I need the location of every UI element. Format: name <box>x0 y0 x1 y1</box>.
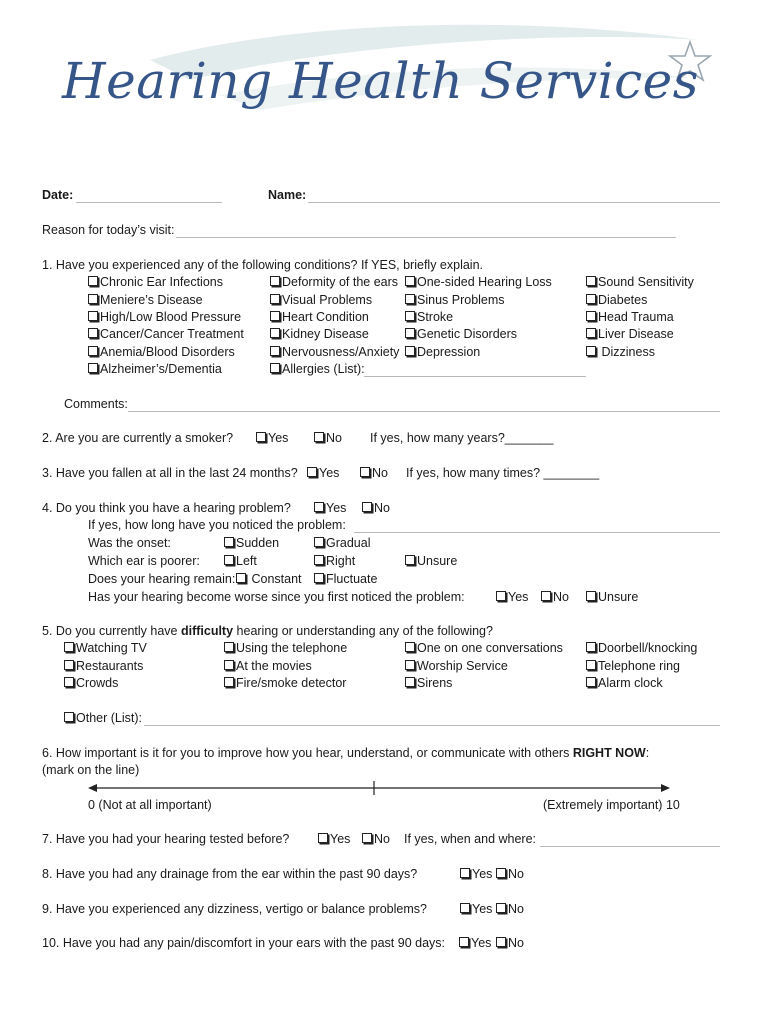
checkbox[interactable] <box>64 712 74 722</box>
checkbox[interactable] <box>405 311 415 321</box>
q3-yes-option: Yes <box>307 466 339 481</box>
q5-option: Using the telephone <box>224 641 347 656</box>
checkbox[interactable] <box>307 467 317 477</box>
q5-other-option: Other (List): <box>64 711 142 726</box>
q9-yes-option: Yes <box>460 902 492 917</box>
q5-option: Alarm clock <box>586 676 663 691</box>
checkbox[interactable] <box>224 555 234 565</box>
checkbox[interactable] <box>541 591 551 601</box>
q1-option: Sinus Problems <box>405 293 505 308</box>
checkbox[interactable] <box>88 311 98 321</box>
q4-onset-label: Was the onset: <box>88 536 171 550</box>
checkbox[interactable] <box>88 276 98 286</box>
q1-option: Visual Problems <box>270 293 372 308</box>
q4-fluctuate-option: Fluctuate <box>314 572 377 587</box>
q9-question: 9. Have you experienced any dizziness, vertigo or balance problems? <box>42 902 427 916</box>
checkbox[interactable] <box>586 642 596 652</box>
q5-option: Watching TV <box>64 641 147 656</box>
q4-worse-label: Has your hearing become worse since you first noticed the problem: <box>88 590 465 604</box>
q1-option: Cancer/Cancer Treatment <box>88 327 244 342</box>
left-arrowhead-icon <box>88 784 97 792</box>
q5-option: Restaurants <box>64 659 143 674</box>
checkbox[interactable] <box>270 363 280 373</box>
q8-yes-option: Yes <box>460 867 492 882</box>
checkbox[interactable] <box>314 537 324 547</box>
q4-worse-yes-option: Yes <box>496 590 528 605</box>
checkbox[interactable] <box>270 346 280 356</box>
checkbox[interactable] <box>88 346 98 356</box>
importance-scale-line[interactable] <box>88 780 670 796</box>
q7-followup-label: If yes, when and where: <box>404 832 537 846</box>
comments-field[interactable] <box>128 411 720 412</box>
allergies-field[interactable] <box>364 376 586 377</box>
checkbox[interactable] <box>64 660 74 670</box>
q4-sudden-option: Sudden <box>224 536 279 551</box>
q4-unsure-option: Unsure <box>405 554 457 569</box>
q2-no-option: No <box>314 431 342 446</box>
logo-text: Hearing Health Services <box>62 52 699 110</box>
checkbox[interactable] <box>224 642 234 652</box>
checkbox[interactable] <box>586 328 596 338</box>
q3-no-option: No <box>360 466 388 481</box>
checkbox[interactable] <box>362 502 372 512</box>
right-arrowhead-icon <box>661 784 670 792</box>
checkbox[interactable] <box>270 294 280 304</box>
q4-how-long-label: If yes, how long have you noticed the problem: <box>88 518 346 532</box>
checkbox[interactable] <box>405 555 415 565</box>
q1-option: Kidney Disease <box>270 327 369 342</box>
q9-no-option: No <box>496 902 524 917</box>
q1-option: Anemia/Blood Disorders <box>88 345 235 360</box>
q1-option: Alzheimer’s/Dementia <box>88 362 222 377</box>
checkbox[interactable] <box>88 328 98 338</box>
checkbox[interactable] <box>405 276 415 286</box>
checkbox[interactable] <box>405 642 415 652</box>
q5-option: Worship Service <box>405 659 508 674</box>
reason-field[interactable] <box>176 237 676 238</box>
q7-no-option: No <box>362 832 390 847</box>
q1-option: Stroke <box>405 310 453 325</box>
checkbox[interactable] <box>314 502 324 512</box>
checkbox[interactable] <box>586 311 596 321</box>
checkbox[interactable] <box>586 591 596 601</box>
q1-question: 1. Have you experienced any of the following conditions? If YES, briefly explain. <box>42 258 484 272</box>
checkbox[interactable] <box>586 294 596 304</box>
q10-question: 10. Have you had any pain/discomfort in your ears with the past 90 days: <box>42 936 446 950</box>
q4-worse-unsure-option: Unsure <box>586 590 638 605</box>
q2-yes-option: Yes <box>256 431 288 446</box>
q5-option: Doorbell/knocking <box>586 641 697 656</box>
q4-gradual-option: Gradual <box>314 536 370 551</box>
q6-question: 6. How important is it for you to improve how you hear, understand, or communicate with others RIGHT NOW: <box>42 746 650 760</box>
q7-question: 7. Have you had your hearing tested before? <box>42 832 290 846</box>
checkbox[interactable] <box>270 328 280 338</box>
q4-constant-option: Constant <box>236 572 302 587</box>
q7-yes-option: Yes <box>318 832 350 847</box>
checkbox[interactable] <box>224 660 234 670</box>
checkbox[interactable] <box>405 328 415 338</box>
q3-followup[interactable]: If yes, how many times? ________ <box>406 466 600 480</box>
q6-instruction: (mark on the line) <box>42 763 140 777</box>
q4-yes-option: Yes <box>314 501 346 516</box>
checkbox[interactable] <box>496 868 506 878</box>
q4-how-long-field[interactable] <box>354 532 720 533</box>
q1-option: Dizziness <box>586 345 655 360</box>
checkbox[interactable] <box>362 833 372 843</box>
checkbox[interactable] <box>270 311 280 321</box>
q1-option: One-sided Hearing Loss <box>405 275 552 290</box>
q1-option: Genetic Disorders <box>405 327 517 342</box>
checkbox[interactable] <box>405 346 415 356</box>
q1-option: Liver Disease <box>586 327 674 342</box>
q5-option: Crowds <box>64 676 118 691</box>
checkbox[interactable] <box>270 276 280 286</box>
q1-option: Deformity of the ears <box>270 275 398 290</box>
checkbox[interactable] <box>460 903 470 913</box>
checkbox[interactable] <box>496 903 506 913</box>
checkbox[interactable] <box>314 432 324 442</box>
q5-option: Sirens <box>405 676 452 691</box>
q4-no-option: No <box>362 501 390 516</box>
q8-no-option: No <box>496 867 524 882</box>
q4-question: 4. Do you think you have a hearing problem? <box>42 501 291 515</box>
checkbox[interactable] <box>405 660 415 670</box>
q6-high-label: (Extremely important) 10 <box>543 798 680 812</box>
checkbox[interactable] <box>236 573 246 583</box>
checkbox[interactable] <box>586 346 596 356</box>
checkbox[interactable] <box>314 555 324 565</box>
q4-remain-label: Does your hearing remain: <box>88 572 236 586</box>
checkbox[interactable] <box>586 677 596 687</box>
checkbox[interactable] <box>88 363 98 373</box>
checkbox[interactable] <box>224 677 234 687</box>
q5-option: At the movies <box>224 659 312 674</box>
q1-option: Heart Condition <box>270 310 369 325</box>
checkbox[interactable] <box>459 937 469 947</box>
q1-option: Depression <box>405 345 480 360</box>
q1-option: Sound Sensitivity <box>586 275 694 290</box>
q5-option: Telephone ring <box>586 659 680 674</box>
date-field[interactable] <box>76 202 222 203</box>
q1-option: High/Low Blood Pressure <box>88 310 241 325</box>
date-label: Date: <box>42 188 74 202</box>
checkbox[interactable] <box>586 276 596 286</box>
q8-question: 8. Have you had any drainage from the ear within the past 90 days? <box>42 867 418 881</box>
q4-right-option: Right <box>314 554 355 569</box>
q10-yes-option: Yes <box>459 936 491 951</box>
q5-other-field[interactable] <box>144 725 720 726</box>
checkbox[interactable] <box>496 591 506 601</box>
q3-question: 3. Have you fallen at all in the last 24 months? <box>42 466 298 480</box>
checkbox[interactable] <box>314 573 324 583</box>
q10-no-option: No <box>496 936 524 951</box>
q5-question: 5. Do you currently have difficulty hearing or understanding any of the following? <box>42 624 493 638</box>
q2-followup[interactable]: If yes, how many years?_______ <box>370 431 554 445</box>
checkbox[interactable] <box>88 294 98 304</box>
q1-option: Chronic Ear Infections <box>88 275 223 290</box>
checkbox[interactable] <box>256 432 266 442</box>
q7-followup-field[interactable] <box>540 846 720 847</box>
checkbox[interactable] <box>405 677 415 687</box>
q1-option: Diabetes <box>586 293 647 308</box>
name-field[interactable] <box>308 202 720 203</box>
comments-label: Comments: <box>64 397 128 411</box>
checkbox[interactable] <box>64 677 74 687</box>
checkbox[interactable] <box>360 467 370 477</box>
q5-option: One on one conversations <box>405 641 563 656</box>
logo <box>0 0 770 150</box>
checkbox[interactable] <box>224 537 234 547</box>
checkbox[interactable] <box>460 868 470 878</box>
q4-left-option: Left <box>224 554 257 569</box>
checkbox[interactable] <box>64 642 74 652</box>
reason-label: Reason for today’s visit: <box>42 223 175 237</box>
checkbox[interactable] <box>318 833 328 843</box>
name-label: Name: <box>268 188 307 202</box>
q5-option: Fire/smoke detector <box>224 676 346 691</box>
q4-ear-label: Which ear is poorer: <box>88 554 200 568</box>
q6-low-label: 0 (Not at all important) <box>88 798 212 812</box>
q4-worse-no-option: No <box>541 590 569 605</box>
checkbox[interactable] <box>405 294 415 304</box>
q1-option: Meniere’s Disease <box>88 293 203 308</box>
q1-option: Allergies (List): <box>270 362 365 377</box>
q1-option: Nervousness/Anxiety <box>270 345 399 360</box>
q2-question: 2. Are you are currently a smoker? <box>42 431 234 445</box>
checkbox[interactable] <box>586 660 596 670</box>
q1-option: Head Trauma <box>586 310 674 325</box>
checkbox[interactable] <box>496 937 506 947</box>
